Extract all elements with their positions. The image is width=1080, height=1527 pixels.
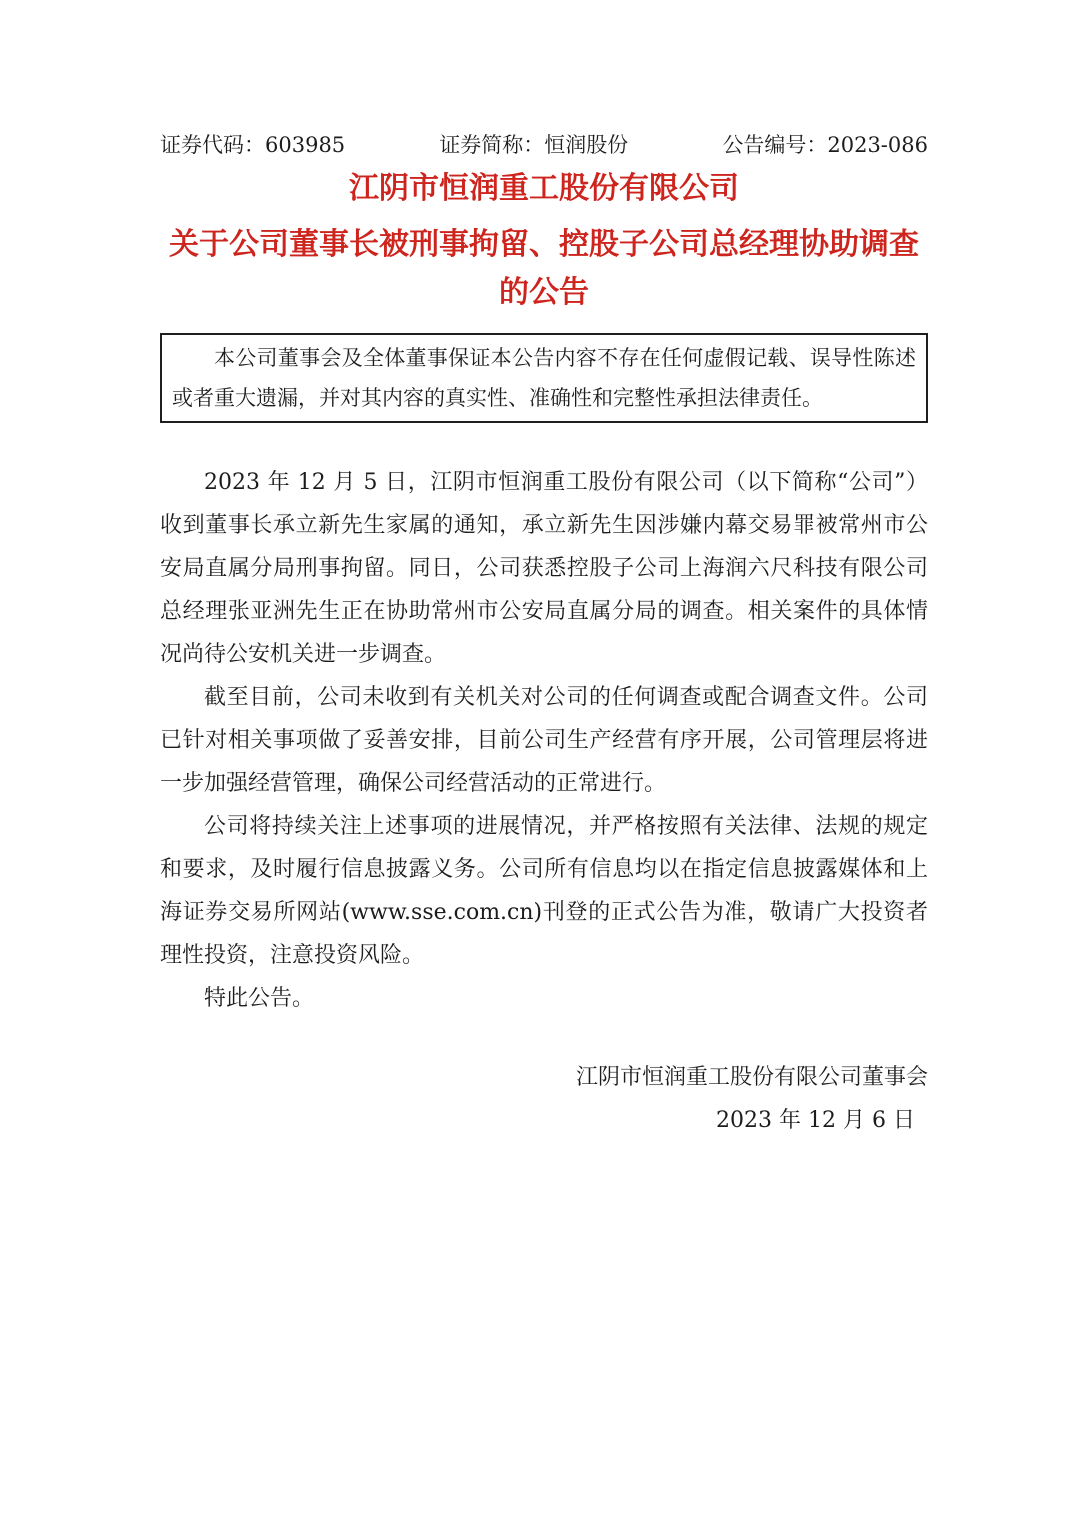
board-disclaimer-box <box>160 333 928 423</box>
company-name-title: 江阴市恒润重工股份有限公司 <box>349 171 739 206</box>
body-paragraph-1: 2023 年 12 月 5 日，江阴市恒润重工股份有限公司（以下简称“公司”）收到董事长承立新先生家属的通知，承立新先生因涉嫌内幕交易罪被常州市公安局直属分局刑事拘留。同日，公司获悉控股子公司上海润六尺科技有限公司总经理张亚洲先生正在协助常州市公安局直属分局的调查。相关案件的具体情况尚待公安机关进一步调查。 <box>160 470 928 667</box>
stock-abbr-label: 证券简称：恒润股份 <box>439 133 629 157</box>
announcement-number-label: 公告编号：2023-086 <box>722 133 928 157</box>
disclaimer-text: 本公司董事会及全体董事保证本公告内容不存在任何虚假记载、误导性陈述或者重大遗漏，并对其内容的真实性、准确性和完整性承担法律责任。 <box>172 346 916 410</box>
subject-line-2: 的公告 <box>499 275 589 310</box>
body-paragraph-4: 特此公告。 <box>204 986 315 1011</box>
announcement-subject-title <box>160 228 928 310</box>
signature-date: 2023 年 12 月 6 日 <box>716 1108 915 1133</box>
subject-line-1: 关于公司董事长被刑事拘留、控股子公司总经理协助调查 <box>169 227 919 262</box>
body-paragraph-3: 公司将持续关注上述事项的进展情况，并严格按照有关法律、法规的规定和要求，及时履行信息披露义务。公司所有信息均以在指定信息披露媒体和上海证券交易所网站(www.sse.com.cn)刊登的正式公告为准，敬请广大投资者理性投资，注意投资风险。 <box>160 814 928 968</box>
signature-issuer: 江阴市恒润重工股份有限公司董事会 <box>575 1065 928 1090</box>
announcement-body <box>160 461 928 1020</box>
signature-block <box>160 1056 928 1142</box>
body-paragraph-2: 截至目前，公司未收到有关机关对公司的任何调查或配合调查文件。公司已针对相关事项做了妥善安排，目前公司生产经营有序开展，公司管理层将进一步加强经营管理，确保公司经营活动的正常进行。 <box>160 685 928 796</box>
stock-code-label: 证券代码：603985 <box>160 133 346 157</box>
securities-meta-row <box>160 132 928 158</box>
